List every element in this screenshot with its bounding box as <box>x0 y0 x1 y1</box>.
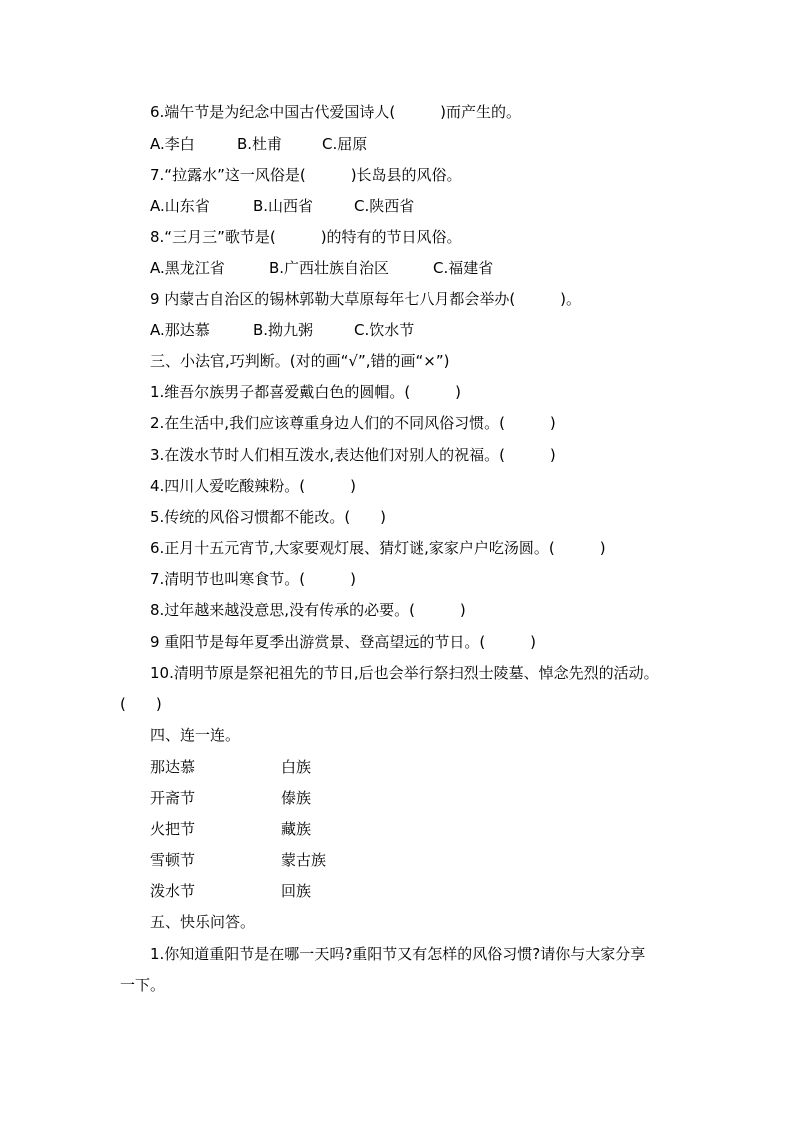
judge-item-8: 8.过年越来越没意思,没有传承的必要。( ) <box>150 601 466 619</box>
question-7: 7.“拉露水”这一风俗是( )长岛县的风俗。 <box>150 166 462 184</box>
q8-option-b: B.广西壮族自治区 <box>269 259 390 277</box>
judge-item-6: 6.正月十五元宵节,大家要观灯展、猜灯谜,家家户户吃汤圆。( ) <box>150 539 606 557</box>
q9-option-b: B.拗九粥 <box>253 321 314 339</box>
judge-item-2: 2.在生活中,我们应该尊重身边人们的不同风俗习惯。( ) <box>150 414 556 432</box>
judge-item-1: 1.维吾尔族男子都喜爱戴白色的圆帽。( ) <box>150 383 462 401</box>
question-answer-1: 1.你知道重阳节是在哪一天吗?重阳节又有怎样的风俗习惯?请你与大家分享 <box>150 945 646 963</box>
q7-option-c: C.陕西省 <box>354 197 415 215</box>
q8-option-a: A.黑龙江省 <box>150 259 225 277</box>
section3-heading: 三、小法官,巧判断。(对的画“√”,错的画“×”) <box>150 352 450 370</box>
match-right-1: 白族 <box>281 758 312 776</box>
match-left-1: 那达慕 <box>150 758 196 776</box>
judge-item-5: 5.传统的风俗习惯都不能改。( ) <box>150 508 387 526</box>
question-6: 6.端午节是为纪念中国古代爱国诗人( )而产生的。 <box>150 103 522 121</box>
section5-heading: 五、快乐问答。 <box>150 913 256 931</box>
match-right-5: 回族 <box>281 882 312 900</box>
match-right-2: 傣族 <box>281 789 312 807</box>
judge-item-10-blank: ( ) <box>120 695 162 713</box>
judge-item-9: 9 重阳节是每年夏季出游赏景、登高望远的节日。( ) <box>150 633 537 651</box>
q9-option-c: C.饮水节 <box>354 321 415 339</box>
match-right-3: 藏族 <box>281 820 312 838</box>
match-right-4: 蒙古族 <box>281 851 327 869</box>
q9-option-a: A.那达慕 <box>150 321 210 339</box>
section4-heading: 四、连一连。 <box>150 726 241 744</box>
judge-item-7: 7.清明节也叫寒食节。( ) <box>150 570 357 588</box>
judge-item-4: 4.四川人爱吃酸辣粉。( ) <box>150 477 357 495</box>
q7-option-a: A.山东省 <box>150 197 210 215</box>
match-left-4: 雪顿节 <box>150 851 196 869</box>
match-left-5: 泼水节 <box>150 882 196 900</box>
q6-option-b: B.杜甫 <box>237 135 283 153</box>
judge-item-10: 10.清明节原是祭祀祖先的节日,后也会举行祭扫烈士陵墓、悼念先烈的活动。 <box>150 664 659 682</box>
match-left-2: 开斋节 <box>150 789 196 807</box>
question-8: 8.“三月三”歌节是( )的特有的节日风俗。 <box>150 228 462 246</box>
q6-option-a: A.李白 <box>150 135 195 153</box>
match-left-3: 火把节 <box>150 820 196 838</box>
question-9: 9 内蒙古自治区的锡林郭勒大草原每年七八月都会举办( )。 <box>150 290 582 308</box>
q7-option-b: B.山西省 <box>253 197 314 215</box>
q8-option-c: C.福建省 <box>433 259 494 277</box>
question-answer-1-cont: 一下。 <box>120 976 166 994</box>
judge-item-3: 3.在泼水节时人们相互泼水,表达他们对别人的祝福。( ) <box>150 446 556 464</box>
q6-option-c: C.屈原 <box>322 135 368 153</box>
